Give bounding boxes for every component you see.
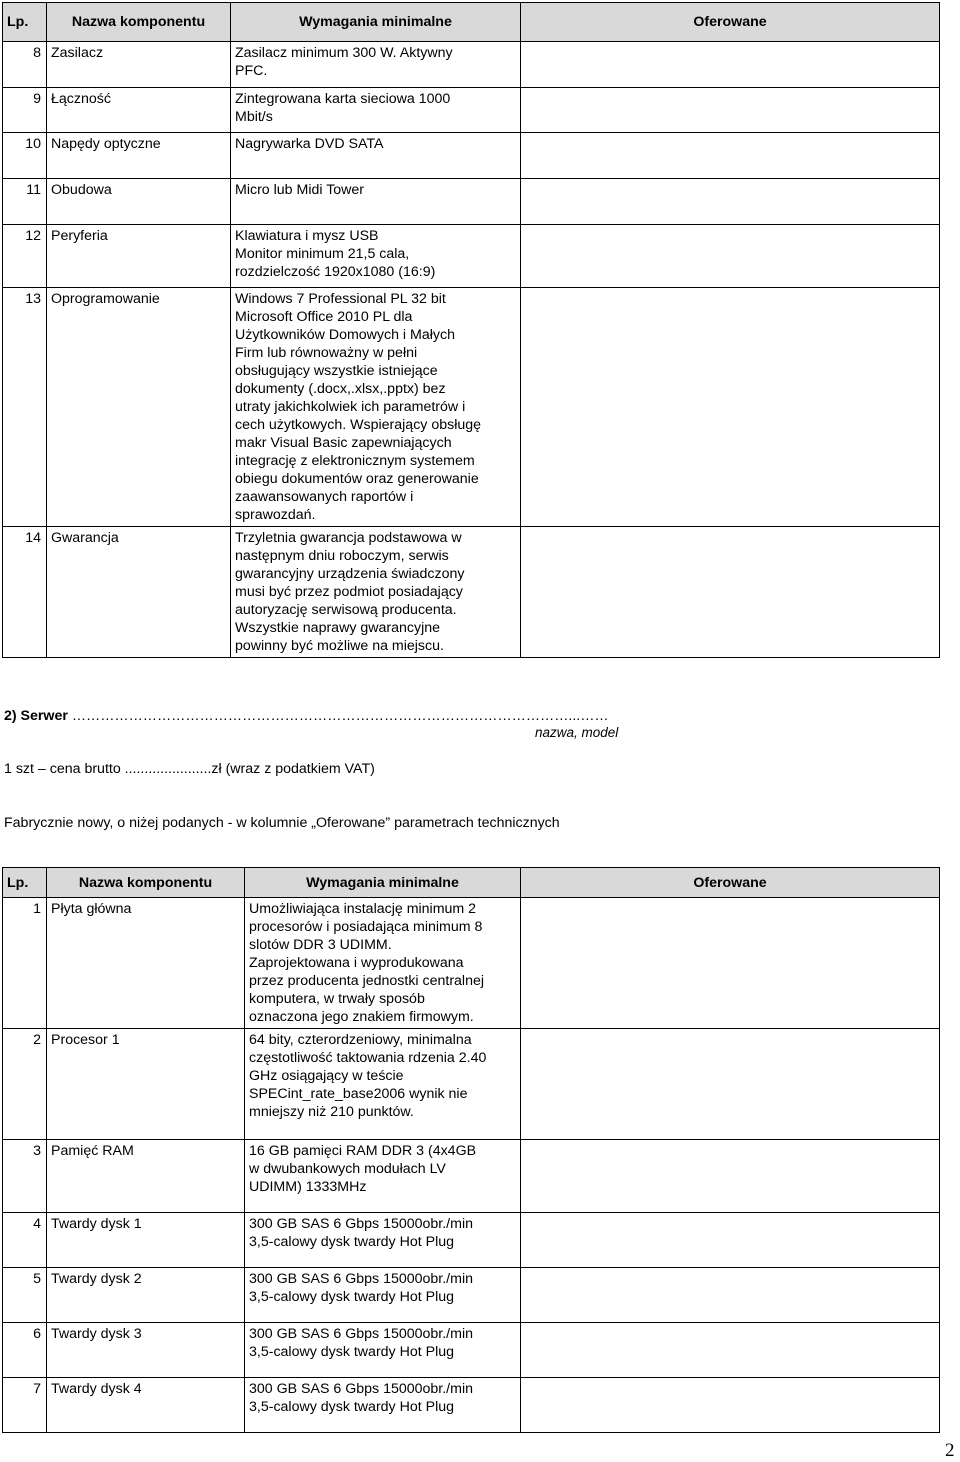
table-row bbox=[3, 1378, 940, 1433]
row-offered-cell[interactable] bbox=[521, 1029, 940, 1140]
row-requirements: Nagrywarka DVD SATA bbox=[231, 133, 521, 179]
table-row bbox=[3, 898, 940, 1029]
row-component: Procesor 1 bbox=[47, 1029, 245, 1140]
row-offered-cell[interactable] bbox=[521, 527, 940, 658]
row-offered-cell[interactable] bbox=[521, 133, 940, 179]
row-offered-cell[interactable] bbox=[521, 1268, 940, 1323]
table-row bbox=[3, 1268, 940, 1323]
row-offered-cell[interactable] bbox=[521, 88, 940, 133]
row-component: Peryferia bbox=[47, 225, 231, 288]
header-min-requirements: Wymagania minimalne bbox=[231, 3, 521, 42]
table-header-row bbox=[3, 3, 940, 42]
intro-line: Fabrycznie nowy, o niżej podanych - w kolumnie „Oferowane” parametrach technicznych bbox=[4, 815, 560, 831]
table-row bbox=[3, 1029, 940, 1140]
header-lp: Lp. bbox=[3, 868, 47, 898]
row-lp: 2 bbox=[3, 1029, 47, 1140]
row-lp: 12 bbox=[3, 225, 47, 288]
table-header-row bbox=[3, 868, 940, 898]
table-row bbox=[3, 179, 940, 225]
row-lp: 6 bbox=[3, 1323, 47, 1378]
header-min-requirements: Wymagania minimalne bbox=[245, 868, 521, 898]
row-requirements: Klawiatura i mysz USB Monitor minimum 21,5 cala, rozdzielczość 1920x1080 (16:9) bbox=[231, 225, 521, 288]
table-row bbox=[3, 88, 940, 133]
header-offered: Oferowane bbox=[521, 868, 940, 898]
table-row bbox=[3, 527, 940, 658]
row-requirements: Umożliwiająca instalację minimum 2 procesorów i posiadająca minimum 8 slotów DDR 3 UDIMM. Zaprojektowana i wyprodukowana przez producenta jednostki centralnej komputera, w trwały sposób oznaczona jego znakiem firmowym. bbox=[245, 898, 521, 1029]
header-offered: Oferowane bbox=[521, 3, 940, 42]
server-heading bbox=[4, 708, 609, 724]
table-row bbox=[3, 42, 940, 88]
row-requirements: Trzyletnia gwarancja podstawowa w następnym dniu roboczym, serwis gwarancyjny urządzenia świadczony musi być przez podmiot posiadający autoryzację serwisową producenta. Wszystkie naprawy gwarancyjne powinny być możliwe na miejscu. bbox=[231, 527, 521, 658]
page-number: 2 bbox=[945, 1440, 955, 1461]
components-table-1 bbox=[2, 2, 940, 658]
server-label: 2) Serwer bbox=[4, 708, 68, 724]
price-line: 1 szt – cena brutto ......................zł (wraz z podatkiem VAT) bbox=[4, 761, 375, 777]
row-requirements: 16 GB pamięci RAM DDR 3 (4x4GB w dwubankowych modułach LV UDIMM) 1333MHz bbox=[245, 1140, 521, 1213]
row-component: Twardy dysk 1 bbox=[47, 1213, 245, 1268]
model-caption: nazwa, model bbox=[535, 725, 619, 740]
row-component: Łączność bbox=[47, 88, 231, 133]
row-component: Gwarancja bbox=[47, 527, 231, 658]
row-requirements: 300 GB SAS 6 Gbps 15000obr./min 3,5-calowy dysk twardy Hot Plug bbox=[245, 1213, 521, 1268]
row-offered-cell[interactable] bbox=[521, 898, 940, 1029]
row-lp: 3 bbox=[3, 1140, 47, 1213]
row-component: Obudowa bbox=[47, 179, 231, 225]
row-requirements: Micro lub Midi Tower bbox=[231, 179, 521, 225]
row-requirements: 300 GB SAS 6 Gbps 15000obr./min 3,5-calowy dysk twardy Hot Plug bbox=[245, 1268, 521, 1323]
server-dots: ……………………………………………………………………………………………...…… bbox=[71, 708, 609, 724]
row-offered-cell[interactable] bbox=[521, 288, 940, 527]
table-row bbox=[3, 288, 940, 527]
row-lp: 7 bbox=[3, 1378, 47, 1433]
header-component-name: Nazwa komponentu bbox=[47, 3, 231, 42]
table-row bbox=[3, 225, 940, 288]
row-component: Twardy dysk 4 bbox=[47, 1378, 245, 1433]
row-requirements: 64 bity, czterordzeniowy, minimalna częstotliwość taktowania rdzenia 2.40 GHz osiągający w teście SPECint_rate_base2006 wynik nie mniejszy niż 210 punktów. bbox=[245, 1029, 521, 1140]
row-offered-cell[interactable] bbox=[521, 1213, 940, 1268]
row-offered-cell[interactable] bbox=[521, 42, 940, 88]
components-table-2 bbox=[2, 867, 940, 1433]
row-component: Oprogramowanie bbox=[47, 288, 231, 527]
row-lp: 9 bbox=[3, 88, 47, 133]
row-requirements: Zasilacz minimum 300 W. Aktywny PFC. bbox=[231, 42, 521, 88]
row-lp: 10 bbox=[3, 133, 47, 179]
row-offered-cell[interactable] bbox=[521, 1140, 940, 1213]
row-requirements: Zintegrowana karta sieciowa 1000 Mbit/s bbox=[231, 88, 521, 133]
row-component: Zasilacz bbox=[47, 42, 231, 88]
row-requirements: 300 GB SAS 6 Gbps 15000obr./min 3,5-calowy dysk twardy Hot Plug bbox=[245, 1378, 521, 1433]
row-component: Napędy optyczne bbox=[47, 133, 231, 179]
row-offered-cell[interactable] bbox=[521, 1378, 940, 1433]
row-lp: 1 bbox=[3, 898, 47, 1029]
row-component: Twardy dysk 2 bbox=[47, 1268, 245, 1323]
row-component: Płyta główna bbox=[47, 898, 245, 1029]
row-offered-cell[interactable] bbox=[521, 225, 940, 288]
table-row bbox=[3, 133, 940, 179]
table-row bbox=[3, 1213, 940, 1268]
table-row bbox=[3, 1323, 940, 1378]
row-lp: 11 bbox=[3, 179, 47, 225]
row-requirements: Windows 7 Professional PL 32 bit Microsoft Office 2010 PL dla Użytkowników Domowych i Małych Firm lub równoważny w pełni obsługujący wszystkie istniejące dokumenty (.docx,.xlsx,.pptx) bez utraty jakichkolwiek ich parametrów i cech użytkowych. Wspierający obsługę makr Visual Basic zapewniających integrację z elektronicznym systemem obiegu dokumentów oraz generowanie zaawansowanych raportów i sprawozdań. bbox=[231, 288, 521, 527]
row-offered-cell[interactable] bbox=[521, 1323, 940, 1378]
row-lp: 4 bbox=[3, 1213, 47, 1268]
row-requirements: 300 GB SAS 6 Gbps 15000obr./min 3,5-calowy dysk twardy Hot Plug bbox=[245, 1323, 521, 1378]
row-lp: 5 bbox=[3, 1268, 47, 1323]
row-offered-cell[interactable] bbox=[521, 179, 940, 225]
row-lp: 13 bbox=[3, 288, 47, 527]
row-component: Twardy dysk 3 bbox=[47, 1323, 245, 1378]
row-lp: 14 bbox=[3, 527, 47, 658]
table-row bbox=[3, 1140, 940, 1213]
row-component: Pamięć RAM bbox=[47, 1140, 245, 1213]
row-lp: 8 bbox=[3, 42, 47, 88]
header-lp: Lp. bbox=[3, 3, 47, 42]
header-component-name: Nazwa komponentu bbox=[47, 868, 245, 898]
